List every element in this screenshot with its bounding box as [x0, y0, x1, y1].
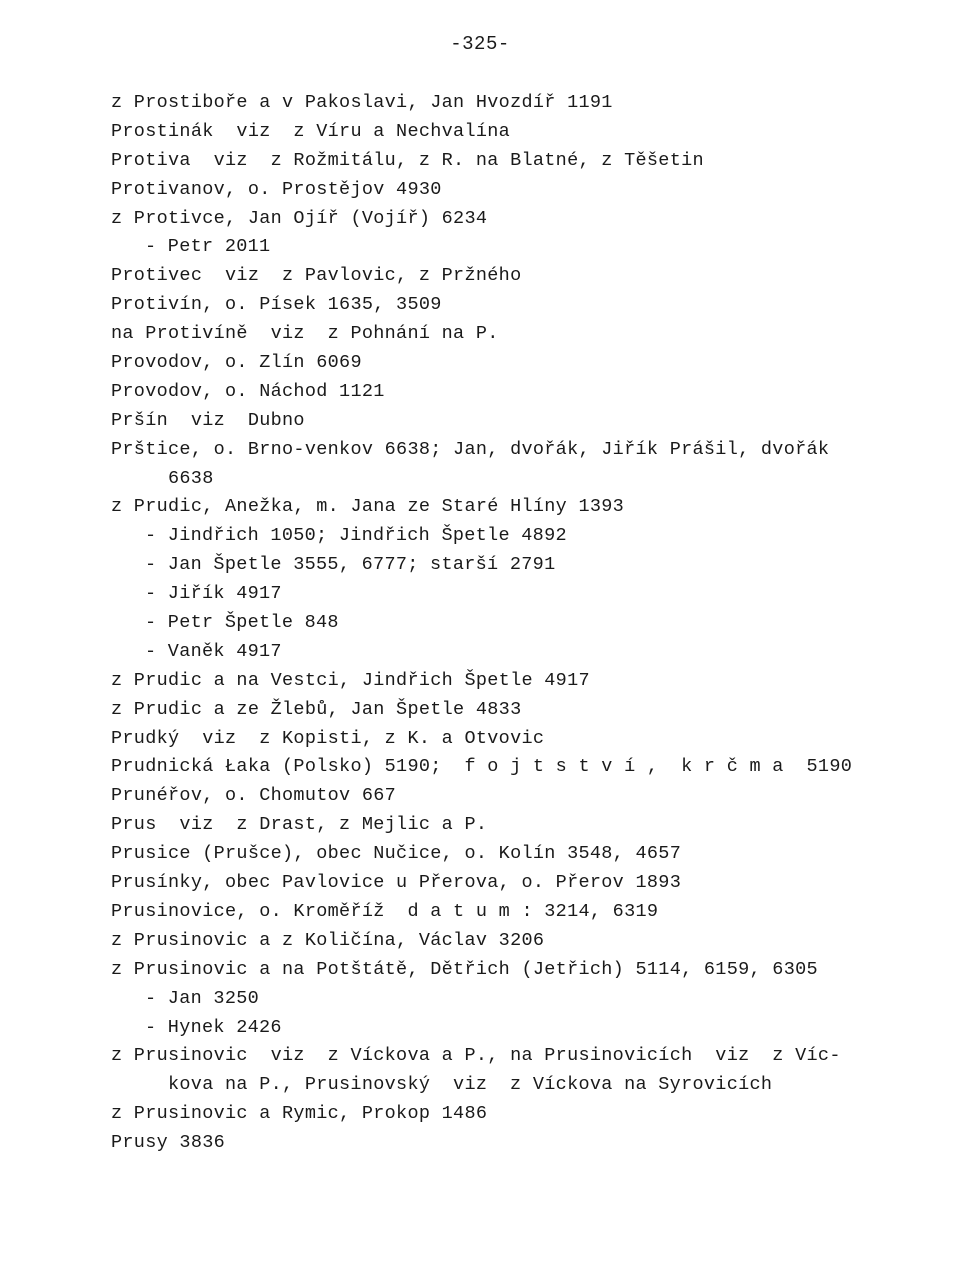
index-subentry: - Jindřich 1050; Jindřich Špetle 4892 — [145, 525, 567, 547]
index-entry: z Prudic a na Vestci, Jindřich Špetle 4917 — [111, 669, 590, 691]
index-entry: Prštice, o. Brno-venkov 6638; Jan, dvořák, Jiřík Prášil, dvořák — [111, 438, 830, 460]
index-entry: Provodov, o. Zlín 6069 — [111, 352, 362, 374]
index-entry: Prus viz z Drast, z Mejlic a P. — [111, 814, 488, 836]
index-subentry: - Jan 3250 — [145, 987, 260, 1009]
index-entry: Protiva viz z Rožmitálu, z R. na Blatné, z Těšetin — [111, 149, 704, 171]
index-subentry: - Vaněk 4917 — [145, 640, 282, 662]
index-entry: z Prudic a ze Žlebů, Jan Špetle 4833 — [111, 698, 522, 720]
index-subentry: - Jan Špetle 3555, 6777; starší 2791 — [145, 554, 556, 576]
index-subentry: kova na P., Prusinovský viz z Víckova na Syrovicích — [168, 1074, 773, 1096]
index-entry: Pršín viz Dubno — [111, 409, 305, 431]
index-entry: Prunéřov, o. Chomutov 667 — [111, 785, 397, 807]
index-entry: Prostinák viz z Víru a Nechvalína — [111, 120, 511, 142]
index-subentry: 6638 — [168, 467, 214, 489]
index-entry: Protivec viz z Pavlovic, z Pržného — [111, 265, 522, 287]
index-entry: z Prusinovic a z Količína, Václav 3206 — [111, 929, 545, 951]
index-entry: z Prudic, Anežka, m. Jana ze Staré Hlíny 1393 — [111, 496, 625, 518]
index-entry: Protivanov, o. Prostějov 4930 — [111, 178, 442, 200]
index-entry: Prusice (Prušce), obec Nučice, o. Kolín 3548, 4657 — [111, 843, 682, 865]
index-entry: z Prusinovic a Rymic, Prokop 1486 — [111, 1103, 488, 1125]
index-entry: z Prusinovic viz z Víckova a P., na Prusinovicích viz z Víc- — [111, 1045, 841, 1067]
index-entries — [111, 89, 931, 1158]
index-entry: z Protivce, Jan Ojíř (Vojíř) 6234 — [111, 207, 488, 229]
index-subentry: - Petr 2011 — [145, 236, 271, 258]
index-entry: Protivín, o. Písek 1635, 3509 — [111, 294, 442, 316]
index-entry: z Prusinovic a na Potštátě, Dětřich (Jetřich) 5114, 6159, 6305 — [111, 958, 818, 980]
index-entry: Provodov, o. Náchod 1121 — [111, 380, 385, 402]
index-entry: Prusínky, obec Pavlovice u Přerova, o. Přerov 1893 — [111, 872, 682, 894]
index-entry: na Protivíně viz z Pohnání na P. — [111, 323, 499, 345]
index-entry: Prusinovice, o. Kroměříž d a t u m : 3214, 6319 — [111, 900, 659, 922]
index-entry: Prudnická Łaka (Polsko) 5190; f o j t s t v í , k r č m a 5190 — [111, 756, 853, 778]
index-entry: Prusy 3836 — [111, 1132, 226, 1154]
index-subentry: - Hynek 2426 — [145, 1016, 282, 1038]
page-number: -325- — [450, 33, 510, 55]
index-subentry: - Petr Špetle 848 — [145, 612, 339, 634]
index-entry: Prudký viz z Kopisti, z K. a Otvovic — [111, 727, 545, 749]
index-subentry: - Jiřík 4917 — [145, 583, 282, 605]
index-entry: z Prostiboře a v Pakoslavi, Jan Hvozdíř 1191 — [111, 92, 613, 113]
